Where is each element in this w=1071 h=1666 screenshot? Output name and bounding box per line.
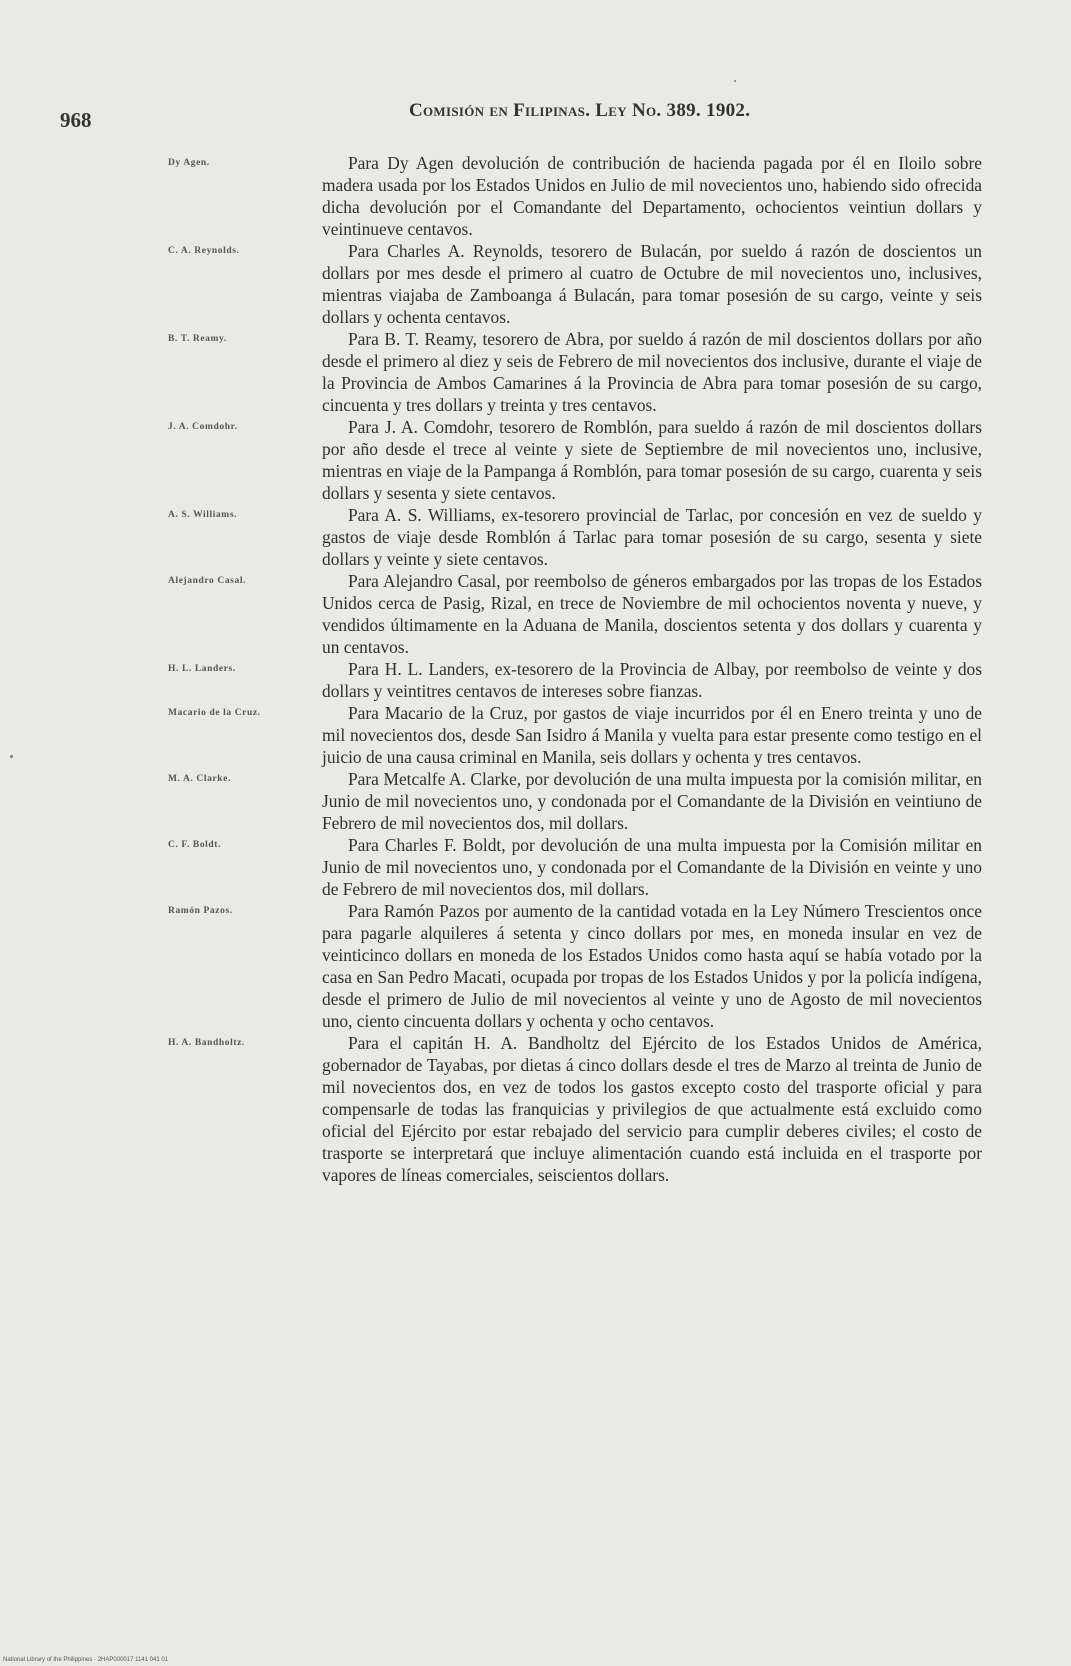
entry-clarke <box>0 768 1071 834</box>
entry-reynolds <box>0 240 1071 328</box>
running-head: Comisión en Filipinas. Ley No. 389. 1902. <box>409 100 751 121</box>
entry-comdohr <box>0 416 1071 504</box>
side-note: H. L. Landers. <box>168 664 236 674</box>
scan-speck <box>734 80 736 82</box>
entry-text: Para el capitán H. A. Bandholtz del Ejército de los Estados Unidos de América, gobernador de Tayabas, por dietas á cinco dollars desde el tres de Marzo al treinta de Junio de mil novecientos dos, en vez de todos los gastos excepto costo del trasporte oficial y para compensarle de todas las franquicias y privilegios de que actualmente está excluido como oficial del Ejército por estar rebajado del servicio para cumplir deberes civiles; el costo de trasporte se interpretará que incluye alimentación cuando está incluida en el trasporte por vapores de líneas comerciales, seiscientos dollars. <box>322 1033 982 1185</box>
side-note: M. A. Clarke. <box>168 774 231 784</box>
entry-text: Para Charles F. Boldt, por devolución de una multa impuesta por la Comisión militar en Junio de mil novecientos uno, y condonada por el Comandante de la División en veinte y uno de Febrero de mil novecientos dos, mil dollars. <box>322 835 982 899</box>
entry-text: Para Alejandro Casal, por reembolso de géneros embargados por las tropas de los Estados Unidos cerca de Pasig, Rizal, en trece de Noviembre de mil ochocientos noventa y nueve, y vendidos últimamente en la Aduana de Manila, doscientos setenta y dos dollars y cuarenta y un centavos. <box>322 571 982 657</box>
entry-bandholtz <box>0 1032 1071 1186</box>
entry-reamy <box>0 328 1071 416</box>
entry-text: Para Charles A. Reynolds, tesorero de Bulacán, por sueldo á razón de doscientos un dollars por mes desde el primero al cuatro de Octubre de mil novecientos uno, inclusives, mientras viajaba de Zamboanga á Bulacán, para tomar posesión de su cargo, veinte y seis dollars y ochenta centavos. <box>322 241 982 327</box>
entry-de-la-cruz <box>0 702 1071 768</box>
entry-text: Para A. S. Williams, ex-tesorero provincial de Tarlac, por concesión en vez de sueldo y gastos de viaje desde Romblón á Tarlac para tomar posesión de su cargo, sesenta y siete dollars y veinte y siete centavos. <box>322 505 982 569</box>
side-note: C. F. Boldt. <box>168 840 222 850</box>
appropriation-entries <box>0 152 1071 1186</box>
side-note: Alejandro Casal. <box>168 576 247 586</box>
entry-text: Para Dy Agen devolución de contribución de hacienda pagada por él en Iloilo sobre madera usada por los Estados Unidos en Julio de mil novecientos uno, habiendo sido ofrecida dicha devolución por el Comandante del Departamento, ochocientos veintiun dollars y veintinueve centavos. <box>322 153 982 239</box>
entry-williams <box>0 504 1071 570</box>
entry-dy-agen <box>0 152 1071 240</box>
side-note: B. T. Reamy. <box>168 334 227 344</box>
entry-text: Para Macario de la Cruz, por gastos de viaje incurridos por él en Enero treinta y uno de mil novecientos dos, desde San Isidro á Manila y vuelta para estar presente como testigo en el juicio de una causa criminal en Manila, seis dollars y ochenta y tres centavos. <box>322 703 982 767</box>
entry-pazos <box>0 900 1071 1032</box>
library-credit: National Library of the Philippines · 2HAP000017 1141 041 01 <box>3 1657 168 1663</box>
entry-casal <box>0 570 1071 658</box>
entry-text: Para H. L. Landers, ex-tesorero de la Provincia de Albay, por reembolso de veinte y dos dollars y veintitres centavos de intereses sobre fianzas. <box>322 659 982 701</box>
entry-boldt <box>0 834 1071 900</box>
entry-text: Para J. A. Comdohr, tesorero de Romblón, para sueldo á razón de mil doscientos dollars por año desde el trece al veinte y siete de Septiembre de mil novecientos uno, inclusive, mientras en viaje de la Pampanga á Romblón, para tomar posesión de su cargo, cuarenta y seis dollars y sesenta y siete centavos. <box>322 417 982 503</box>
side-note: J. A. Comdohr. <box>168 422 238 432</box>
entry-text: Para Metcalfe A. Clarke, por devolución de una multa impuesta por la comisión militar, en Junio de mil novecientos uno, y condonada por el Comandante de la División en veintiuno de Febrero de mil novecientos dos, mil dollars. <box>322 769 982 833</box>
side-note: Macario de la Cruz. <box>168 708 261 718</box>
entry-text: Para B. T. Reamy, tesorero de Abra, por sueldo á razón de mil doscientos dollars por año desde el primero al diez y seis de Febrero de mil novecientos dos inclusive, durante el viaje de la Provincia de Ambos Camarines á la Provincia de Abra para tomar posesión de su cargo, cincuenta y tres dollars y treinta y tres centavos. <box>322 329 982 415</box>
scan-speck <box>10 755 13 758</box>
side-note: Ramón Pazos. <box>168 906 233 916</box>
entry-text: Para Ramón Pazos por aumento de la cantidad votada en la Ley Número Trescientos once para pagarle alquileres á setenta y cinco dollars por mes, en moneda insular en vez de veinticinco dollars en moneda de los Estados Unidos como hasta aquí se había votado por la casa en San Pedro Macati, ocupada por tropas de los Estados Unidos y por la policía indígena, desde el primero de Julio de mil novecientos al veinte y uno de Agosto de mil novecientos uno, ciento cincuenta dollars y ochenta y ocho centavos. <box>322 901 982 1031</box>
side-note: Dy Agen. <box>168 158 210 168</box>
entry-landers <box>0 658 1071 702</box>
side-note: H. A. Bandholtz. <box>168 1038 245 1048</box>
side-note: C. A. Reynolds. <box>168 246 240 256</box>
page-number: 968 <box>60 108 92 132</box>
side-note: A. S. Williams. <box>168 510 238 520</box>
